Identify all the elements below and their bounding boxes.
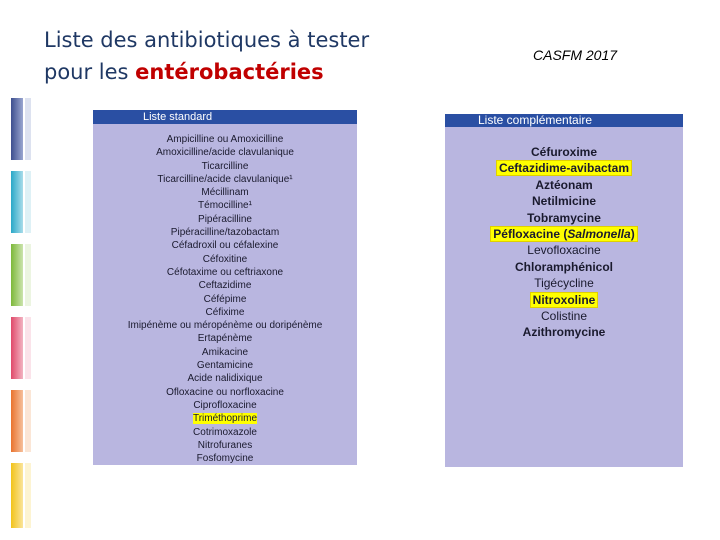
standard-list-item (93, 239, 357, 252)
complementary-list-header: Liste complémentaire (445, 114, 683, 127)
standard-list-item-label: Nitrofuranes (197, 439, 253, 451)
deco-bar-cyan (11, 171, 33, 233)
standard-list-item-label: Mécillinam (201, 187, 249, 199)
standard-list-item (93, 293, 357, 306)
standard-list (93, 133, 357, 465)
page-title (44, 24, 369, 88)
complementary-list-item-label: Azithromycine (522, 325, 606, 340)
deco-bar-green (11, 244, 33, 306)
complementary-list-item (445, 144, 683, 160)
standard-list-item (93, 213, 357, 226)
complementary-list-item-label: Ceftazidime-avibactam (498, 161, 630, 176)
complementary-list-item-label: Netilmicine (531, 194, 597, 209)
title-accent: entérobactéries (135, 60, 324, 84)
standard-list-item-label: Acide nalidixique (187, 373, 263, 385)
source-label: CASFM 2017 (533, 47, 618, 63)
standard-list-item (93, 173, 357, 186)
standard-list-item-label: Amoxicilline/acide clavulanique (156, 147, 294, 159)
complementary-list-panel (445, 114, 683, 467)
standard-list-panel (93, 110, 357, 465)
standard-list-item (93, 306, 357, 319)
complementary-list-item (445, 177, 683, 193)
standard-list-item-label: Ticarcilline/acide clavulanique¹ (157, 173, 293, 185)
standard-list-item-label: Fosfomycine (196, 453, 254, 465)
complementary-list-item-label: Aztéonam (535, 177, 593, 192)
standard-list-item (93, 266, 357, 279)
title-line-2 (44, 56, 369, 88)
standard-list-item-label: Ampicilline ou Amoxicilline (166, 134, 284, 145)
standard-list-item (93, 279, 357, 292)
standard-list-item-label: Céfotaxime ou ceftriaxone (166, 266, 284, 278)
complementary-list-item-label: Colistine (540, 309, 588, 324)
complementary-list-item-label: Tigécycline (534, 276, 594, 291)
standard-list-item-label: Céfadroxil ou céfalexine (171, 240, 279, 252)
standard-list-item (93, 439, 357, 452)
standard-list-item-label: Ciprofloxacine (193, 399, 257, 411)
standard-list-item-label: Céfoxitine (202, 253, 248, 265)
complementary-list-item (445, 324, 683, 340)
standard-list-item (93, 199, 357, 212)
deco-bar-orange (11, 390, 33, 452)
complementary-list-item-label: Péfloxacine (Salmonella) (493, 227, 635, 242)
title-line-1: Liste des antibiotiques à tester (44, 28, 370, 52)
complementary-list-item (445, 242, 683, 258)
standard-list-item (93, 386, 357, 399)
standard-list-item (93, 372, 357, 385)
standard-list-item (93, 226, 357, 239)
standard-list-item-label: Amikacine (201, 346, 249, 358)
standard-list-item (93, 346, 357, 359)
standard-list-item-label: Pipéracilline (198, 213, 252, 225)
standard-list-item (93, 452, 357, 465)
standard-list-item-label: Ceftazidime (198, 280, 252, 292)
standard-list-item-label: Ofloxacine ou norfloxacine (166, 386, 284, 398)
complementary-list-item-label: Tobramycine (527, 210, 601, 225)
standard-list-item (93, 426, 357, 439)
standard-list-item-label: Gentamicine (196, 360, 254, 372)
complementary-list-item (445, 259, 683, 275)
standard-list-item (93, 133, 357, 146)
standard-list-item-label: Cotrimoxazole (193, 426, 257, 438)
title-line-2-prefix: pour les (44, 60, 136, 84)
complementary-list-item-label: Levofloxacine (527, 243, 601, 258)
complementary-list-item (445, 292, 683, 308)
standard-list-item (93, 160, 357, 173)
complementary-list-item (445, 275, 683, 291)
deco-bar-pink (11, 317, 33, 379)
standard-list-item (93, 186, 357, 199)
standard-list-item (93, 253, 357, 266)
standard-list-item-label: Pipéracilline/tazobactam (170, 227, 280, 239)
complementary-list-item (445, 193, 683, 209)
complementary-list-item-label: Chloramphénicol (514, 259, 613, 274)
standard-list-item-label: Ticarcilline (201, 160, 249, 172)
standard-list-item (93, 319, 357, 332)
standard-list-item-label: Ertapénème (197, 333, 253, 345)
complementary-list-item-label: Céfuroxime (530, 145, 598, 159)
standard-list-header: Liste standard (93, 110, 357, 124)
complementary-list-item (445, 210, 683, 226)
standard-list-item (93, 146, 357, 159)
standard-list-item (93, 399, 357, 412)
complementary-list-item (445, 308, 683, 324)
standard-list-item-label: Triméthoprime (192, 413, 258, 425)
complementary-list-item (445, 160, 683, 176)
complementary-list-item (445, 226, 683, 242)
standard-list-item-label: Céfépime (203, 293, 247, 305)
complementary-list-item-label: Nitroxoline (532, 292, 596, 307)
standard-list-item-label: Témocilline¹ (198, 200, 252, 212)
standard-list-item-label: Céfixime (205, 306, 245, 318)
standard-list-item (93, 359, 357, 372)
standard-list-item (93, 412, 357, 425)
deco-bar-yellow (11, 463, 33, 528)
complementary-list (445, 144, 683, 341)
deco-bar-navy (11, 98, 33, 160)
standard-list-item-label: Imipénème ou méropénème ou doripénème (127, 320, 323, 332)
standard-list-item (93, 332, 357, 345)
